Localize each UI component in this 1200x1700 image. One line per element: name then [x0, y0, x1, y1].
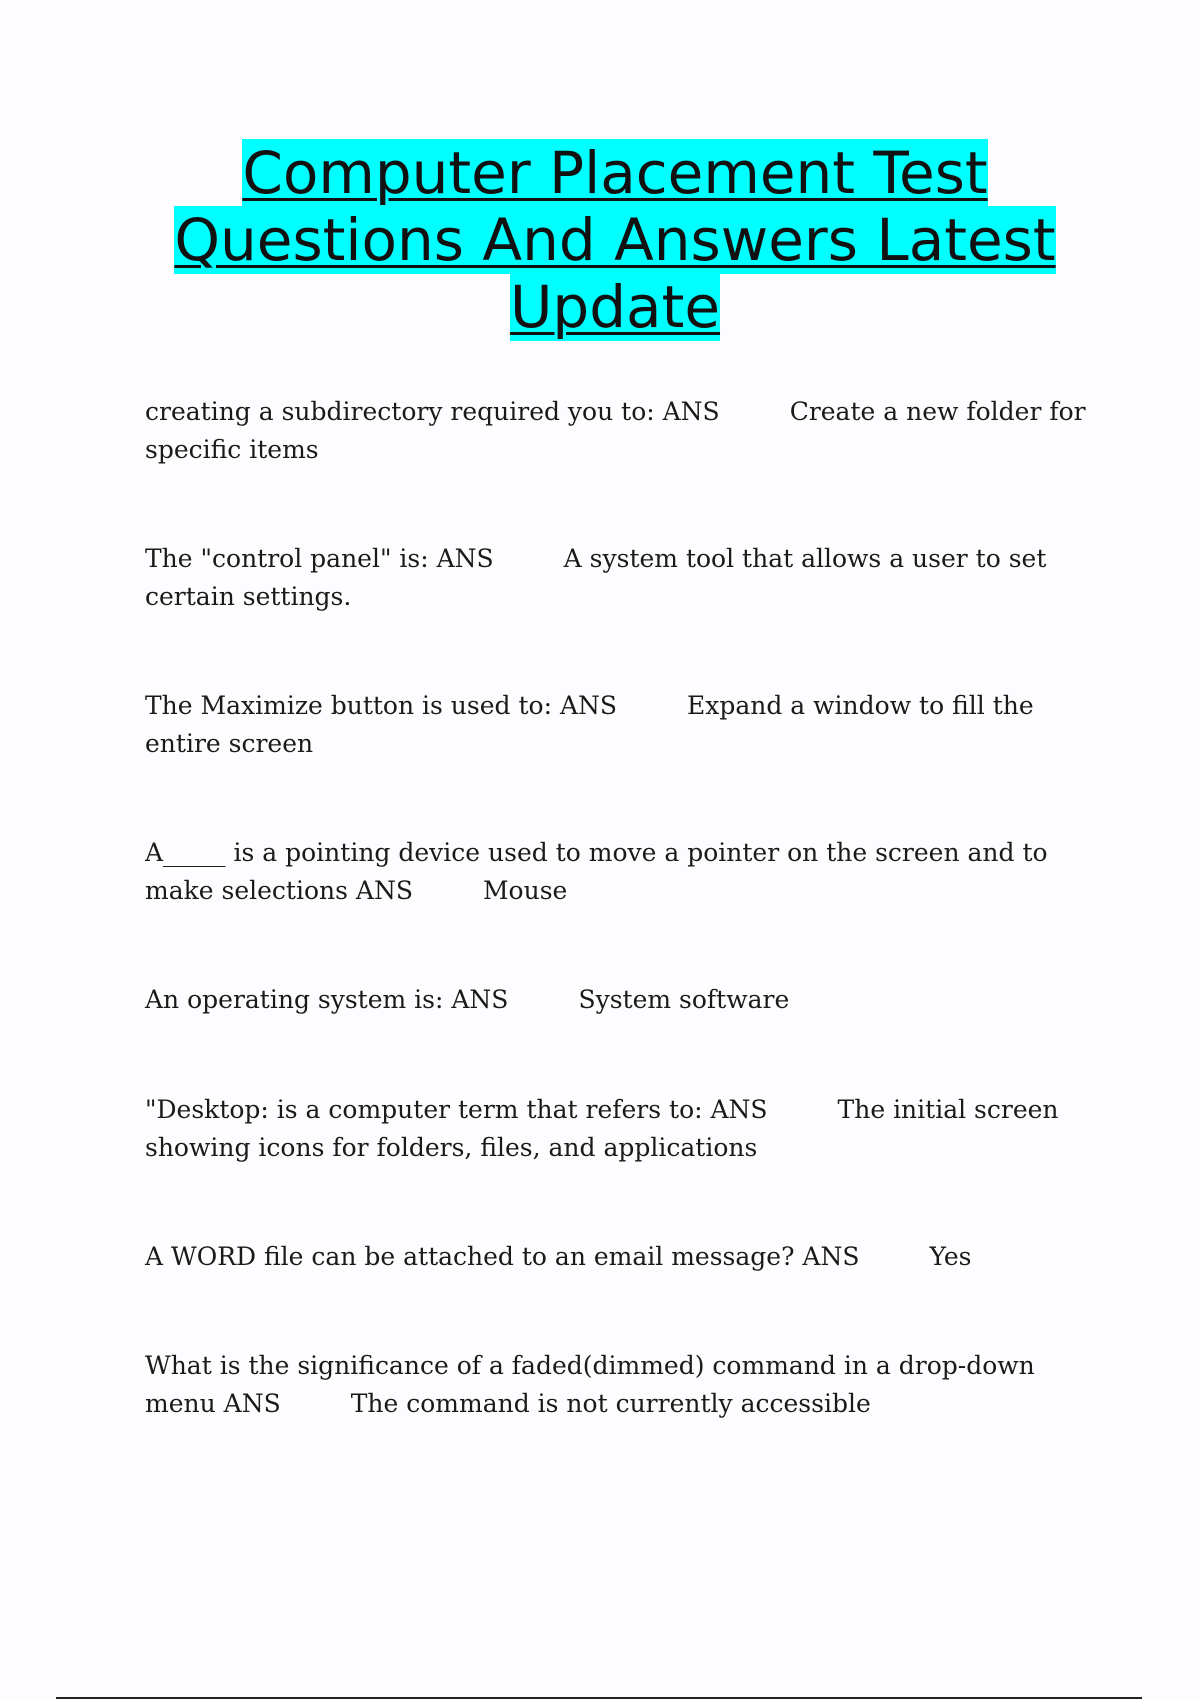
answer-text: System software — [578, 985, 790, 1014]
qa-item-3 — [145, 687, 1095, 763]
answer-text: A system tool that allows a user to set certain settings. — [145, 544, 1047, 611]
question-text: "Desktop: is a computer term that refers to: ANS — [145, 1095, 768, 1124]
question-text: What is the significance of a faded(dimmed) command in a drop-down menu ANS — [145, 1351, 1035, 1418]
question-text: creating a subdirectory required you to: ANS — [145, 397, 720, 426]
qa-item-6 — [145, 1091, 1095, 1167]
answer-text: Expand a window to fill the entire screen — [145, 691, 1034, 758]
answer-text: Yes — [929, 1242, 972, 1271]
question-text: The "control panel" is: ANS — [145, 544, 494, 573]
document-title — [150, 140, 1080, 341]
qa-item-8 — [145, 1347, 1095, 1423]
qa-item-2 — [145, 540, 1095, 616]
answer-text: The initial screen showing icons for folders, files, and applications — [145, 1095, 1059, 1162]
qa-item-5 — [145, 981, 1095, 1019]
question-text: An operating system is: ANS — [145, 985, 509, 1014]
footer-divider — [56, 1697, 1142, 1699]
answer-text: Create a new folder for specific items — [145, 397, 1086, 464]
answer-text: The command is not currently accessible — [350, 1389, 871, 1418]
question-text: A_____ is a pointing device used to move a pointer on the screen and to make selections ANS — [145, 838, 1048, 905]
qa-item-4 — [145, 834, 1095, 910]
qa-item-7 — [145, 1238, 1095, 1276]
question-text: The Maximize button is used to: ANS — [145, 691, 617, 720]
answer-text: Mouse — [482, 876, 568, 905]
title-highlight: Computer Placement Test Questions And Answers Latest Update — [174, 139, 1056, 341]
qa-item-1 — [145, 393, 1095, 469]
question-text: A WORD file can be attached to an email message? ANS — [145, 1242, 860, 1271]
